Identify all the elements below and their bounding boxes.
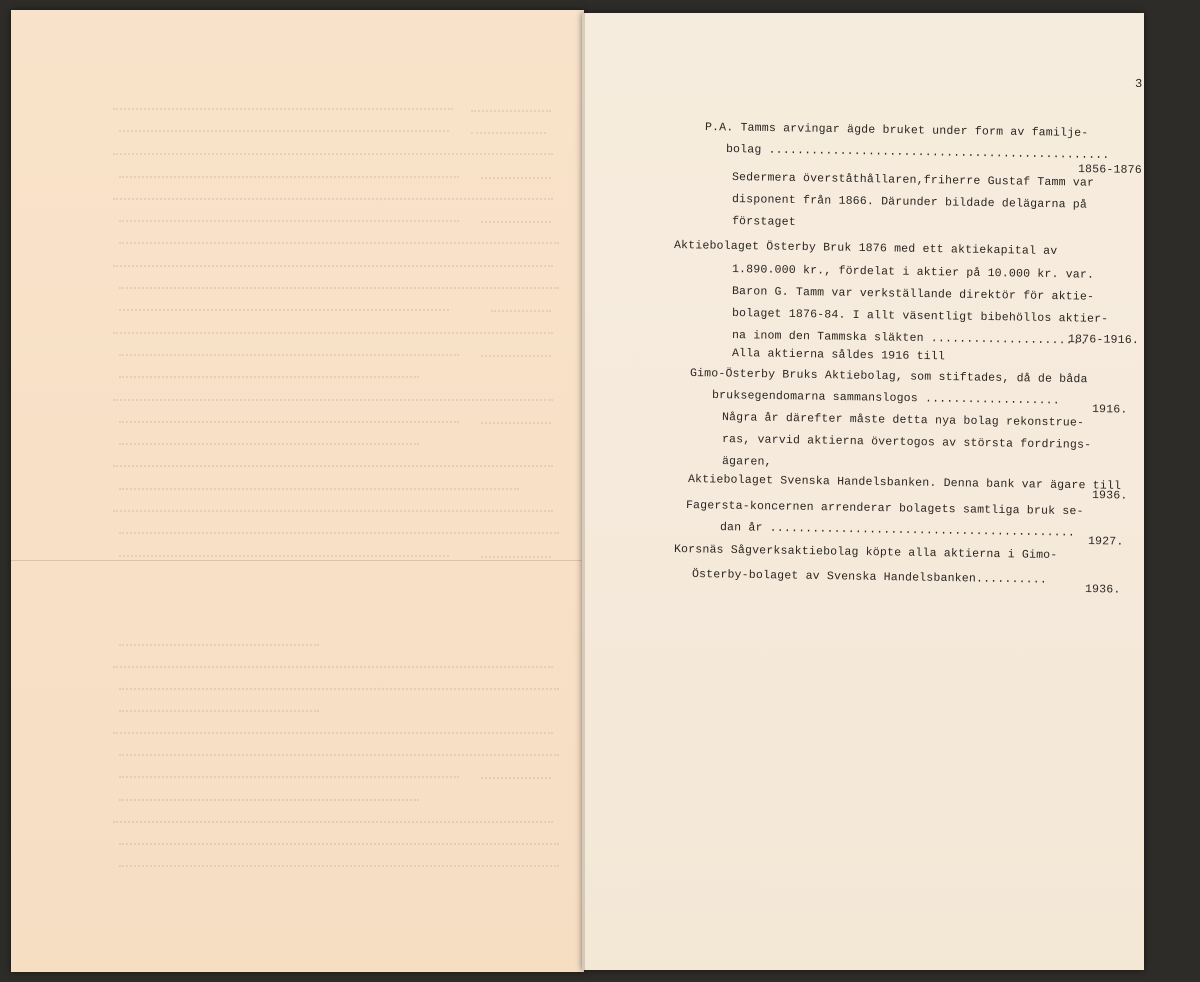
ghost-line [113,108,453,114]
ghost-line [119,532,559,538]
ghost-line [471,110,551,116]
ghost-line [119,443,419,449]
ghost-line [119,710,319,716]
ghost-line [481,177,551,183]
ghost-line [113,510,553,516]
ghost-line [119,130,449,136]
entry-line: ras, varvid aktierna övertogos av största fordrings- [721,433,1092,452]
entry-year: 1936. [1091,489,1128,503]
page-number: 3. [1134,76,1150,92]
ghost-line [113,265,553,271]
entry-line: Österby-bolaget av Svenska Handelsbanken.......... [691,568,1048,587]
entry-year: 1916. [1091,403,1128,417]
ghost-line [491,310,551,316]
entry-line: dan år ........................................... [719,521,1076,540]
ghost-line [119,242,559,248]
entry-line: ägaren, [721,455,772,469]
entry-year: 1927. [1087,535,1124,549]
ghost-line [481,777,551,783]
ghost-line [113,153,553,159]
entry-line: P.A. Tamms arvingar ägde bruket under form av familje- [704,121,1089,141]
entry-line: Baron G. Tamm var verkställande direktör för aktie- [731,285,1095,304]
ghost-line [119,176,459,182]
bleed-through-text [11,10,584,972]
entry-line: Sedermera överståthållaren,friherre Gustaf Tamm var [731,171,1095,190]
ghost-line [481,355,551,361]
left-page-verso [11,10,584,972]
entry-line: Gimo-Österby Bruks Aktiebolag, som stiftades, då de båda [689,367,1088,387]
entry-line: Fagersta-koncernen arrenderar bolagets samtliga bruk se- [685,499,1084,519]
ghost-line [119,799,419,805]
ghost-line [119,865,559,871]
entry-line: na inom den Tammska släkten ...................... [731,329,1088,348]
ghost-line [481,422,551,428]
entry-line: förstaget [731,215,797,230]
ghost-line [119,776,459,782]
ghost-line [113,399,553,405]
entry-line: 1.890.000 kr., fördelat i aktier på 10.000 kr. var. [731,263,1095,282]
right-page-recto [582,13,1150,970]
ghost-line [481,556,551,562]
ghost-line [119,309,449,315]
entry-line: Några år därefter måste detta nya bolag rekonstrue- [721,411,1085,430]
entry-line: Aktiebolaget Svenska Handelsbanken. Denna bank var ägare till [687,473,1122,493]
entry-line: bolaget 1876-84. I allt väsentligt bibehöllos aktier- [731,307,1109,326]
ghost-line [481,221,551,227]
ghost-line [113,332,553,338]
ghost-line [119,287,559,293]
ghost-line [113,666,553,672]
entry-line: Alla aktierna såldes 1916 till [731,347,946,364]
ghost-line [119,688,559,694]
ghost-line [119,421,459,427]
ghost-line [113,821,553,827]
ghost-line [119,376,419,382]
ghost-line [113,465,553,471]
ghost-line [113,198,553,204]
ghost-line [119,843,559,849]
entry-line: bruksegendomarna sammanslogos ................... [711,389,1061,408]
entry-year: 1856-1876. [1077,163,1150,178]
ghost-line [119,754,559,760]
entry-line: Korsnäs Sågverksaktiebolag köpte alla aktierna i Gimo- [673,543,1058,563]
entry-line: Aktiebolaget Österby Bruk 1876 med ett aktiekapital av [673,239,1058,259]
entry-year: 1876-1916. [1067,333,1140,348]
paper-edge-shadow [582,13,585,970]
entry-year: 1936. [1084,583,1121,597]
ghost-line [471,132,546,138]
ghost-line [113,732,553,738]
entry-line: bolag ................................................ [725,143,1110,163]
ghost-line [119,354,459,360]
entry-line: disponent från 1866. Därunder bildade delägarna på [731,193,1088,212]
ghost-line [119,555,449,561]
ghost-line [119,644,319,650]
ghost-line [119,488,519,494]
ghost-line [119,220,459,226]
